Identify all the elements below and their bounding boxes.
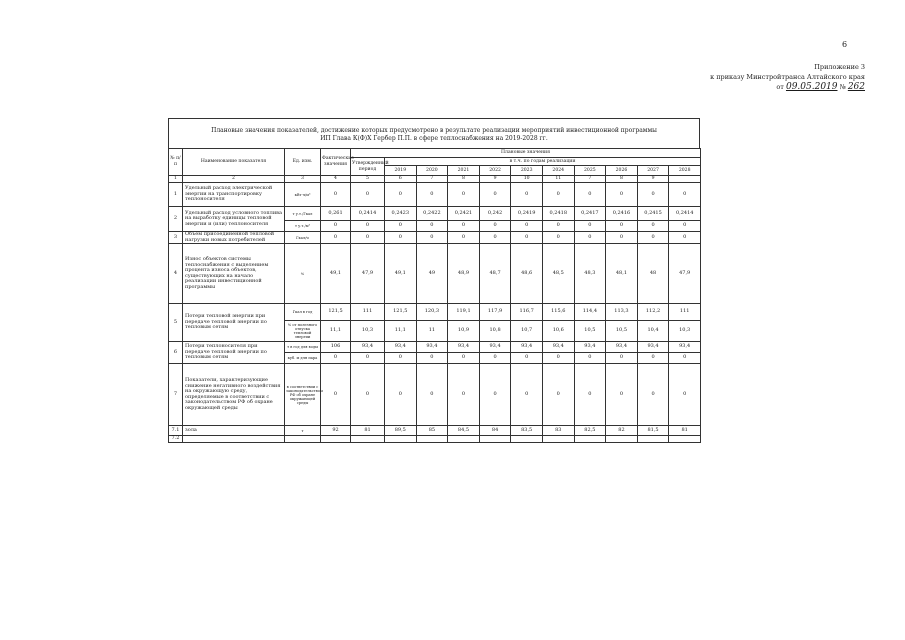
row-value: 48,1: [606, 244, 638, 304]
row-value: 81: [351, 426, 385, 436]
row-value: 93,4: [479, 342, 511, 353]
row-num: 6: [169, 342, 183, 364]
row-value: 113,3: [606, 304, 638, 321]
row-value: 0: [637, 364, 669, 426]
row-value: 116,7: [511, 304, 543, 321]
row-unit: %: [285, 244, 321, 304]
column-index: 4: [321, 176, 351, 183]
row-name: зола: [183, 426, 285, 436]
row-num: 3: [169, 232, 183, 244]
header-year: 2026: [606, 166, 638, 176]
row-value: 0: [574, 232, 606, 244]
row-value: 0: [669, 221, 701, 232]
header-actual: Фактические значения: [321, 149, 351, 176]
row-value: 82: [606, 426, 638, 436]
row-unit: Гкал/ч: [285, 232, 321, 244]
row-value: 0: [669, 364, 701, 426]
row-name: [183, 436, 285, 443]
row-value: 0: [416, 353, 448, 364]
row-value: 106: [321, 342, 351, 353]
row-value: 0: [669, 353, 701, 364]
column-index: 7: [416, 176, 448, 183]
row-value: [448, 436, 480, 443]
appendix-block: [710, 62, 865, 92]
header-planned: Плановые значения: [351, 149, 701, 158]
table-row: [169, 183, 701, 207]
row-value: 0: [606, 353, 638, 364]
row-name: Показатели, характеризующие снижение негативного воздействия на окружающую среду, определяемые в соответствии с законодательством РФ об охране окружающей среды: [183, 364, 285, 426]
column-index: 1: [169, 176, 183, 183]
header-unit: Ед. изм.: [285, 149, 321, 176]
row-num: 7.1: [169, 426, 183, 436]
row-value: 0: [637, 221, 669, 232]
row-value: 0: [448, 232, 480, 244]
column-index: 9: [637, 176, 669, 183]
appendix-line-2: к приказу Минстройтранса Алтайского края: [710, 73, 865, 81]
row-unit: в соответствии с законодательством РФ об охране окружающей среды: [285, 364, 321, 426]
column-index: 5: [351, 176, 385, 183]
row-value: 0,2417: [574, 207, 606, 221]
row-value: 0: [321, 232, 351, 244]
row-value: 0: [606, 183, 638, 207]
row-value: 0: [542, 221, 574, 232]
row-value: 0: [385, 183, 417, 207]
table-row: [169, 364, 701, 426]
row-value: 0: [385, 232, 417, 244]
row-value: 93,4: [606, 342, 638, 353]
row-name: Износ объектов системы теплоснабжения с выделением процента износа объектов, существующих на начало реализации инвестиционной программы: [183, 244, 285, 304]
row-value: 93,4: [385, 342, 417, 353]
row-value: 0: [448, 353, 480, 364]
row-value: 81: [669, 426, 701, 436]
column-index: 2: [183, 176, 285, 183]
row-value: 117,9: [479, 304, 511, 321]
row-value: 0: [637, 183, 669, 207]
row-value: 0: [637, 232, 669, 244]
column-index: [669, 176, 701, 183]
row-value: 0: [351, 183, 385, 207]
row-value: 81,5: [637, 426, 669, 436]
row-value: 0,2414: [351, 207, 385, 221]
row-value: 0: [511, 364, 543, 426]
row-value: 0: [321, 183, 351, 207]
row-value: 0: [511, 221, 543, 232]
row-value: 0: [479, 353, 511, 364]
header-year: 2021: [448, 166, 480, 176]
row-value: 0: [574, 364, 606, 426]
row-unit: т в год для воды: [285, 342, 321, 353]
row-value: 0: [416, 221, 448, 232]
row-value: 89,5: [385, 426, 417, 436]
row-unit: т у.т./м³: [285, 221, 321, 232]
row-value: 120,3: [416, 304, 448, 321]
row-value: [351, 436, 385, 443]
row-value: 0: [321, 364, 351, 426]
table-row: [169, 207, 701, 221]
appendix-line-3: [710, 82, 865, 92]
header-year: 2028: [669, 166, 701, 176]
header-year: 2023: [511, 166, 543, 176]
row-value: 47,9: [669, 244, 701, 304]
indicators-table: [168, 148, 701, 443]
row-value: 10,3: [351, 321, 385, 342]
row-unit: кВт·ч/м³: [285, 183, 321, 207]
row-value: 0: [606, 232, 638, 244]
row-value: 0: [351, 221, 385, 232]
appendix-date: 09.05.2019: [785, 82, 838, 92]
row-value: 0,2422: [416, 207, 448, 221]
row-value: 0: [479, 364, 511, 426]
row-value: [542, 436, 574, 443]
row-value: 0,2418: [542, 207, 574, 221]
row-value: 114,4: [574, 304, 606, 321]
row-value: 0,2421: [448, 207, 480, 221]
row-value: 0: [385, 353, 417, 364]
row-value: 0: [385, 221, 417, 232]
row-value: 85: [416, 426, 448, 436]
column-index: 10: [511, 176, 543, 183]
page-number: 6: [842, 40, 848, 49]
row-value: 112,2: [637, 304, 669, 321]
header-year: 2024: [542, 166, 574, 176]
row-value: 10,8: [479, 321, 511, 342]
row-value: 93,4: [542, 342, 574, 353]
row-value: 0: [416, 183, 448, 207]
row-value: 10,7: [511, 321, 543, 342]
row-value: 0,242: [479, 207, 511, 221]
row-value: 111: [351, 304, 385, 321]
row-unit: % от полезного отпуска тепловой энергии: [285, 321, 321, 342]
row-num: 2: [169, 207, 183, 232]
row-value: 115,6: [542, 304, 574, 321]
row-value: 48,7: [479, 244, 511, 304]
row-value: 0: [448, 183, 480, 207]
row-name: Потери теплоносителя при передаче тепловой энергии по тепловым сетям: [183, 342, 285, 364]
row-value: 0: [479, 183, 511, 207]
appendix-number: 262: [847, 82, 865, 92]
row-value: 93,4: [351, 342, 385, 353]
row-value: 49: [416, 244, 448, 304]
row-value: 48: [637, 244, 669, 304]
row-value: 83,5: [511, 426, 543, 436]
header-year: 2022: [479, 166, 511, 176]
header-name: Наименование показателя: [183, 149, 285, 176]
row-value: 0: [542, 364, 574, 426]
row-num: 5: [169, 304, 183, 342]
column-index: 9: [479, 176, 511, 183]
row-value: 119,1: [448, 304, 480, 321]
row-value: 0: [606, 364, 638, 426]
table-row: [169, 232, 701, 244]
row-value: 111: [669, 304, 701, 321]
row-value: 0: [669, 232, 701, 244]
header-by-years: в т.ч. по годам реализации: [385, 158, 701, 166]
table-row: [169, 304, 701, 321]
row-value: 0: [511, 183, 543, 207]
row-value: 0: [574, 353, 606, 364]
appendix-line-1: Приложение 3: [814, 63, 865, 71]
row-value: 121,5: [321, 304, 351, 321]
row-value: 0: [448, 364, 480, 426]
row-value: 0: [321, 221, 351, 232]
row-value: [637, 436, 669, 443]
row-value: 48,9: [448, 244, 480, 304]
row-value: 0: [637, 353, 669, 364]
row-value: 0: [479, 232, 511, 244]
row-value: 0,2419: [511, 207, 543, 221]
row-value: 0: [511, 353, 543, 364]
row-value: 0: [479, 221, 511, 232]
appendix-date-prefix: от: [776, 83, 784, 91]
row-name: Объем присоединенной тепловой нагрузки новых потребителей: [183, 232, 285, 244]
header-year: 2019: [385, 166, 417, 176]
column-index: 7: [574, 176, 606, 183]
row-unit: куб. м для пара: [285, 353, 321, 364]
row-value: 0: [542, 353, 574, 364]
row-value: 0: [385, 364, 417, 426]
row-name: Удельный расход электрической энергии на транспортировку теплоносителя: [183, 183, 285, 207]
column-index: 6: [385, 176, 417, 183]
row-value: 0: [542, 232, 574, 244]
header-year: 2025: [574, 166, 606, 176]
row-value: 0,2415: [637, 207, 669, 221]
row-value: 0: [606, 221, 638, 232]
row-value: [511, 436, 543, 443]
row-value: 93,4: [574, 342, 606, 353]
table-row: [169, 426, 701, 436]
row-value: 84,5: [448, 426, 480, 436]
row-value: 49,1: [321, 244, 351, 304]
row-value: 83: [542, 426, 574, 436]
row-value: 10,6: [542, 321, 574, 342]
row-value: 0,2423: [385, 207, 417, 221]
column-index: 8: [606, 176, 638, 183]
row-value: 48,3: [574, 244, 606, 304]
row-value: 0: [448, 221, 480, 232]
table-title-line-2: ИП Глава К(Ф)Х Гербер П.П. в сфере теплоснабжения на 2019-2028 гг.: [320, 135, 548, 142]
row-unit: Гкал в год: [285, 304, 321, 321]
row-unit: т у.т./Гкал: [285, 207, 321, 221]
row-value: 47,9: [351, 244, 385, 304]
row-value: 0: [669, 183, 701, 207]
column-index: 11: [542, 176, 574, 183]
row-value: 121,5: [385, 304, 417, 321]
row-value: [321, 436, 351, 443]
row-value: [574, 436, 606, 443]
header-num: № п/п: [169, 149, 183, 176]
row-value: 0: [416, 364, 448, 426]
row-value: [416, 436, 448, 443]
column-index: 8: [448, 176, 480, 183]
row-value: 48,5: [542, 244, 574, 304]
row-value: 10,5: [574, 321, 606, 342]
row-value: 0,2416: [606, 207, 638, 221]
row-value: 0: [351, 232, 385, 244]
row-value: 0: [574, 183, 606, 207]
row-value: [606, 436, 638, 443]
table-row: [169, 244, 701, 304]
table-row: [169, 342, 701, 353]
header-year: 2027: [637, 166, 669, 176]
row-num: 7: [169, 364, 183, 426]
row-value: 0: [351, 364, 385, 426]
row-value: 93,4: [416, 342, 448, 353]
row-value: 49,1: [385, 244, 417, 304]
row-value: 10,4: [637, 321, 669, 342]
row-value: 0: [321, 353, 351, 364]
row-num: 1: [169, 183, 183, 207]
row-value: 93,4: [448, 342, 480, 353]
row-value: 0: [511, 232, 543, 244]
row-value: 11,1: [321, 321, 351, 342]
appendix-number-prefix: №: [839, 83, 846, 91]
row-value: 10,9: [448, 321, 480, 342]
column-index: 3: [285, 176, 321, 183]
header-year: 2020: [416, 166, 448, 176]
row-value: 0: [574, 221, 606, 232]
row-name: Потери тепловой энергии при передаче тепловой энергии по тепловым сетям: [183, 304, 285, 342]
row-value: [385, 436, 417, 443]
row-value: 93,4: [637, 342, 669, 353]
row-value: 0,2414: [669, 207, 701, 221]
row-name: Удельный расход условного топлива на выработку единицы тепловой энергии и (или) теплоносителя: [183, 207, 285, 232]
row-value: 92: [321, 426, 351, 436]
table-title: [168, 118, 700, 148]
table-title-line-1: Плановые значения показателей, достижение которых предусмотрено в результате реализации мероприятий инвестиционной программы: [211, 127, 657, 134]
row-value: 48,6: [511, 244, 543, 304]
row-value: 0,261: [321, 207, 351, 221]
indicators-table-wrapper: [168, 118, 700, 443]
row-unit: [285, 436, 321, 443]
row-value: 93,4: [511, 342, 543, 353]
row-value: 0: [416, 232, 448, 244]
row-value: [669, 436, 701, 443]
row-value: 10,5: [606, 321, 638, 342]
row-value: 0: [542, 183, 574, 207]
row-unit: т: [285, 426, 321, 436]
row-value: 0: [351, 353, 385, 364]
row-value: 93,4: [669, 342, 701, 353]
header-approved: Утвержденный период: [351, 158, 385, 176]
row-num: 7.2: [169, 436, 183, 443]
row-value: 11: [416, 321, 448, 342]
row-value: 82,5: [574, 426, 606, 436]
row-num: 4: [169, 244, 183, 304]
row-value: 11,1: [385, 321, 417, 342]
row-value: 84: [479, 426, 511, 436]
table-row: [169, 436, 701, 443]
row-value: 10,3: [669, 321, 701, 342]
row-value: [479, 436, 511, 443]
